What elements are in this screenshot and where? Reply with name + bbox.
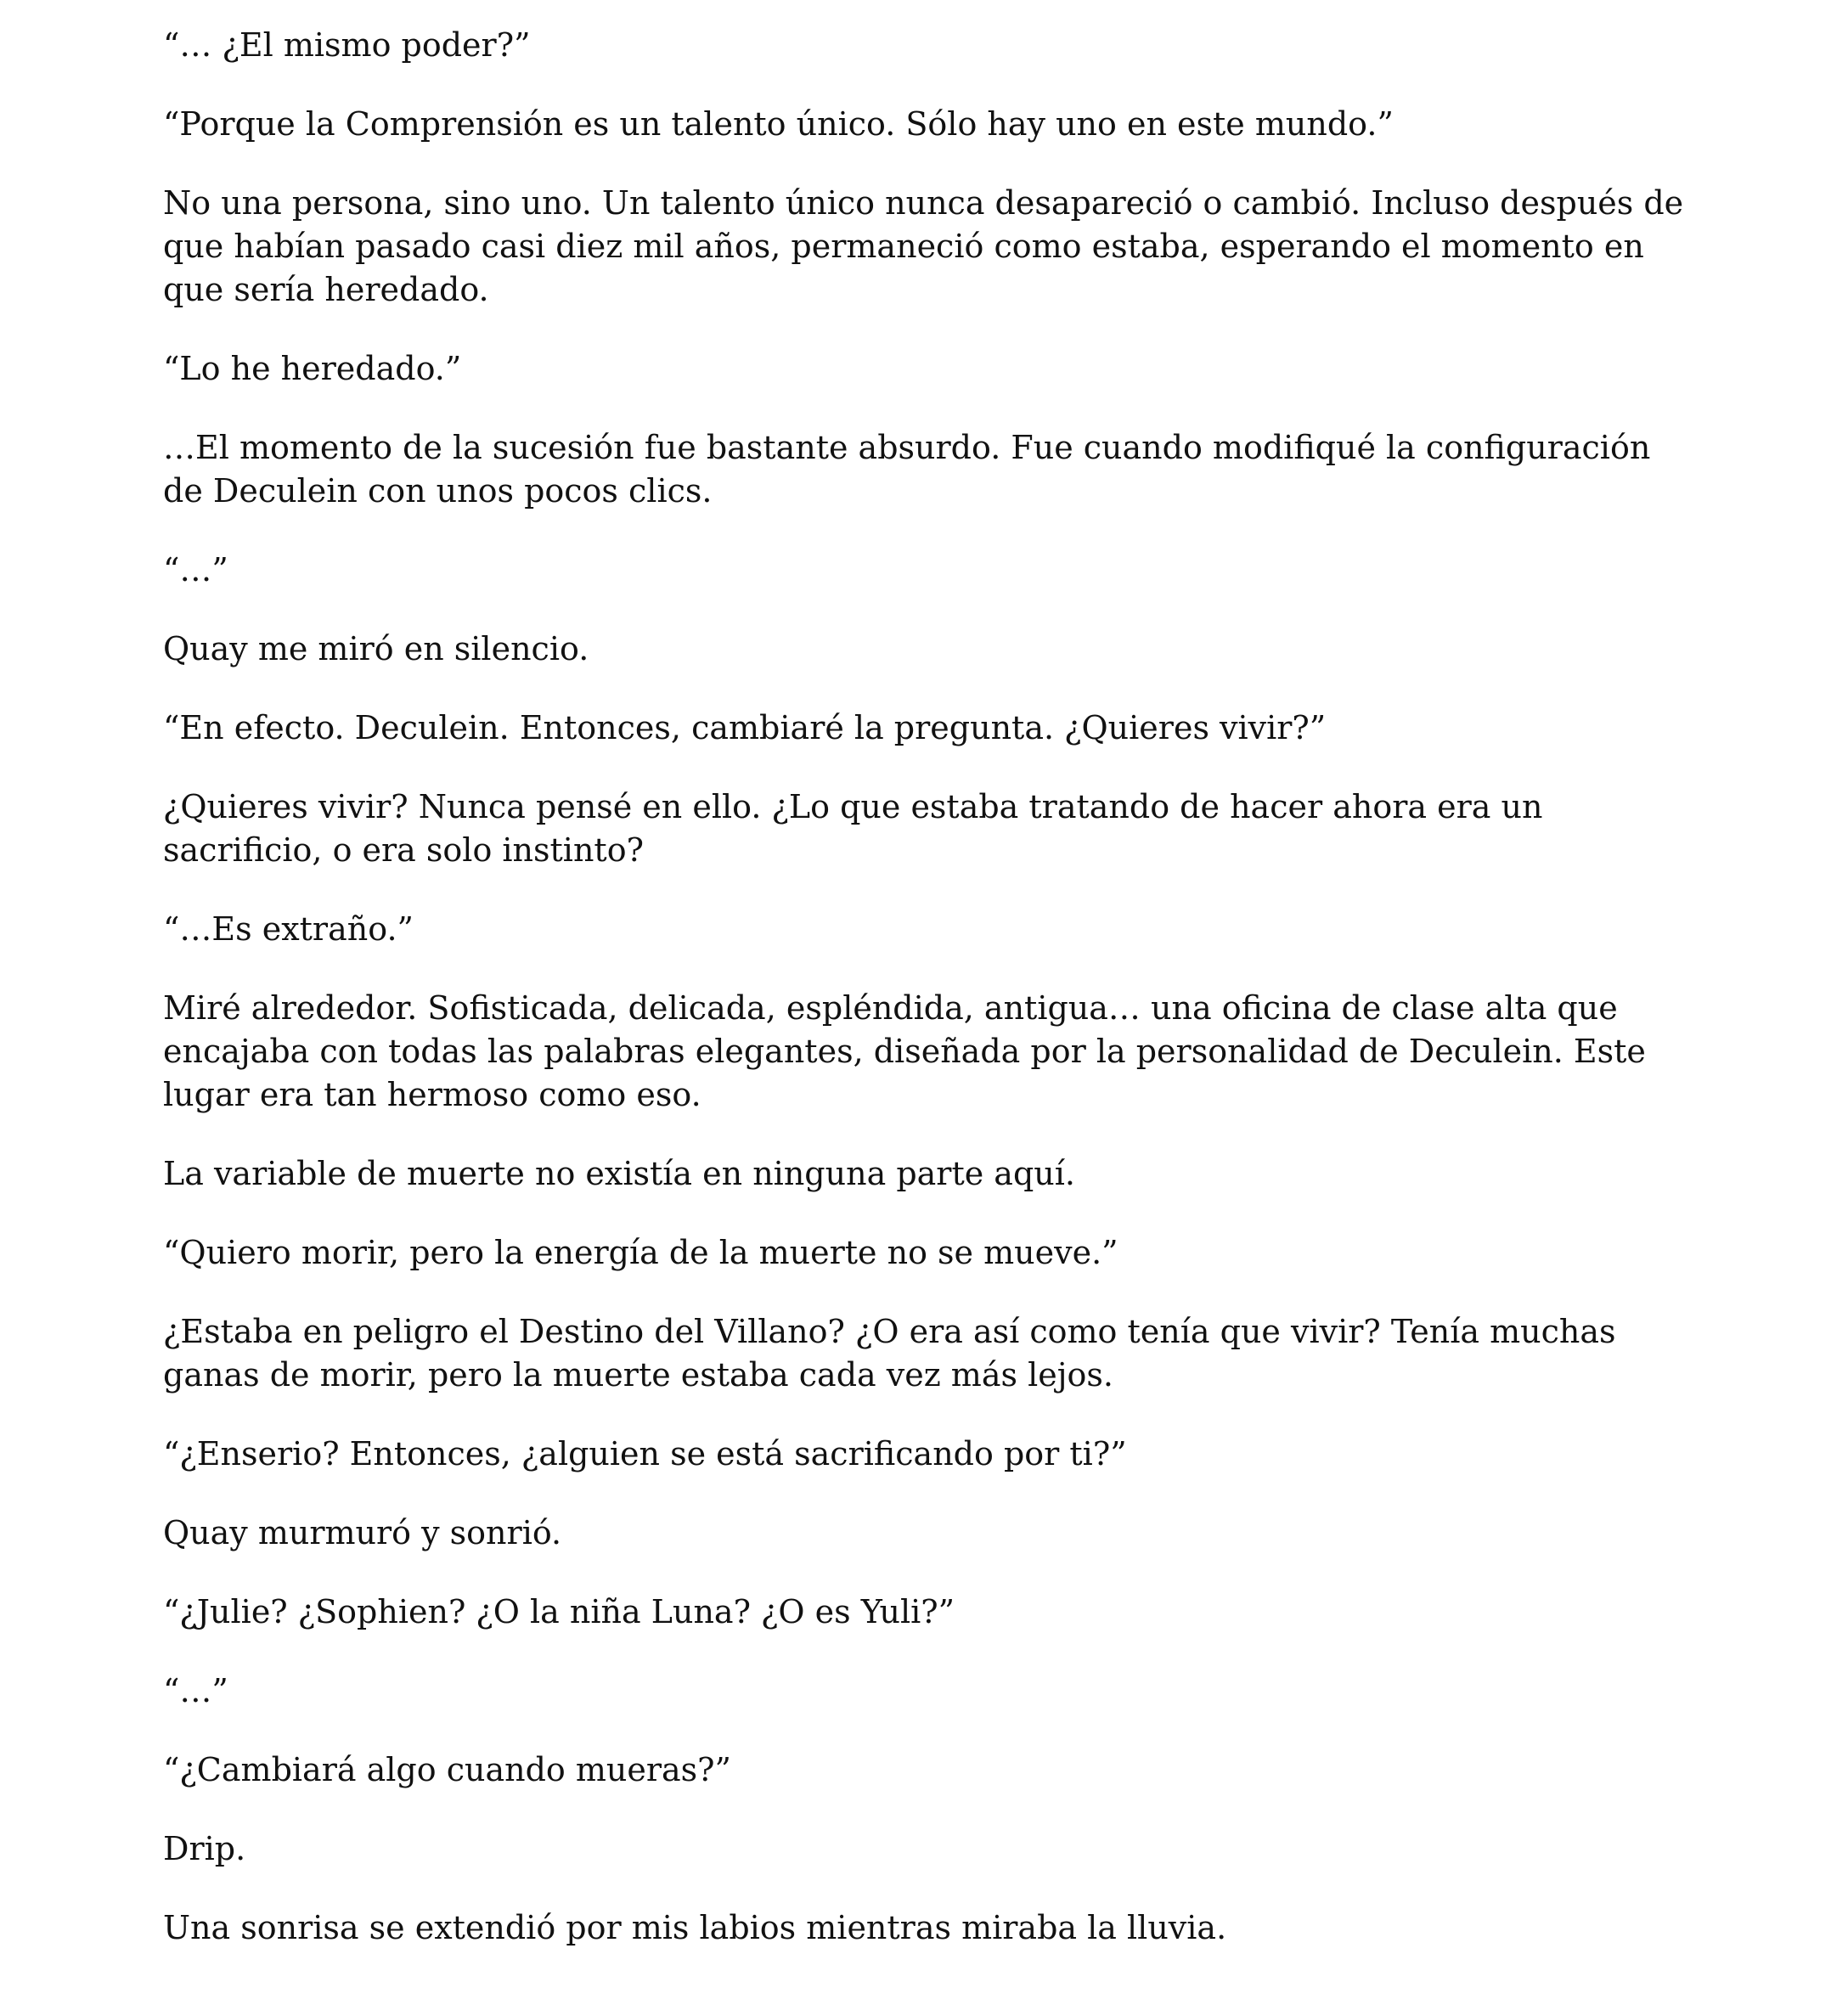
paragraph: “… ¿El mismo poder?” — [163, 26, 531, 64]
paragraph: Una sonrisa se extendió por mis labios mientras miraba la lluvia. — [163, 1909, 1227, 1946]
paragraph: “…” — [163, 551, 228, 588]
paragraph: “¿Cambiará algo cuando mueras?” — [163, 1751, 731, 1788]
paragraph: “Lo he heredado.” — [163, 350, 462, 387]
paragraph: “En efecto. Deculein. Entonces, cambiaré la pregunta. ¿Quieres vivir?” — [163, 709, 1327, 746]
paragraph: La variable de muerte no existía en ninguna parte aquí. — [163, 1155, 1075, 1192]
paragraph: No una persona, sino uno. Un talento único nunca desapareció o cambió. Incluso después de que habían pasado casi diez mil años, permaneció como estaba, esperando el momento en que sería heredado. — [163, 184, 1684, 308]
paragraph: “Quiero morir, pero la energía de la muerte no se mueve.” — [163, 1234, 1118, 1271]
paragraph: “…Es extraño.” — [163, 910, 414, 948]
paragraph: …El momento de la sucesión fue bastante absurdo. Fue cuando modifiqué la configuración de Deculein con unos pocos clics. — [163, 429, 1651, 510]
paragraph: Quay murmuró y sonrió. — [163, 1514, 562, 1551]
paragraph: Drip. — [163, 1830, 246, 1867]
paragraph: “…” — [163, 1672, 228, 1709]
paragraph: ¿Estaba en peligro el Destino del Villano? ¿O era así como tenía que vivir? Tenía muchas ganas de morir, pero la muerte estaba cada vez más lejos. — [163, 1313, 1616, 1394]
paragraph: “¿Enserio? Entonces, ¿alguien se está sacrificando por ti?” — [163, 1435, 1127, 1473]
paragraph: Quay me miró en silencio. — [163, 630, 589, 667]
paragraph: ¿Quieres vivir? Nunca pensé en ello. ¿Lo que estaba tratando de hacer ahora era un sacrificio, o era solo instinto? — [163, 788, 1543, 869]
document-page — [163, 24, 1692, 1950]
paragraph: “¿Julie? ¿Sophien? ¿O la niña Luna? ¿O es Yuli?” — [163, 1593, 955, 1630]
paragraph: Miré alrededor. Sofisticada, delicada, espléndida, antigua… una oficina de clase alta que encajaba con todas las palabras elegantes, diseñada por la personalidad de Deculein. Este lugar era tan hermoso como eso. — [163, 989, 1646, 1113]
paragraph: “Porque la Comprensión es un talento único. Sólo hay uno en este mundo.” — [163, 105, 1394, 143]
